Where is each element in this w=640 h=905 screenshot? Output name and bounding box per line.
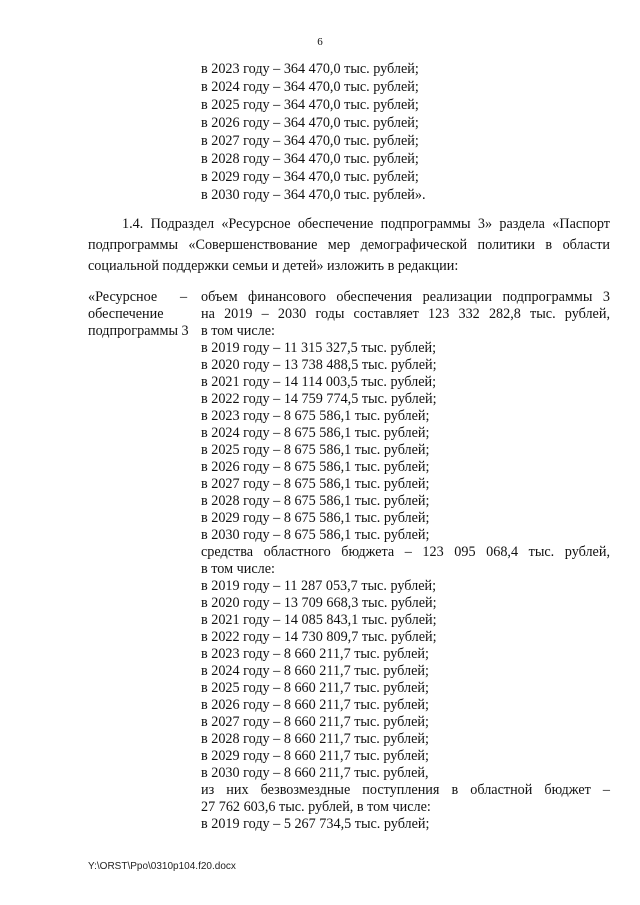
financing-line: из них безвозмездные поступления в областной бюджет – [201, 782, 610, 798]
financing-line: в том числе: [201, 561, 275, 577]
financing-line: в 2028 году – 8 675 586,1 тыс. рублей; [201, 493, 430, 509]
financing-line: объем финансового обеспечения реализации подпрограммы 3 [201, 289, 610, 305]
financing-line: в 2023 году – 8 675 586,1 тыс. рублей; [201, 408, 430, 424]
top-line: в 2029 году – 364 470,0 тыс. рублей; [201, 169, 419, 185]
financing-line: в 2030 году – 8 660 211,7 тыс. рублей, [201, 765, 429, 781]
financing-line: в 2020 году – 13 709 668,3 тыс. рублей; [201, 595, 437, 611]
financing-line: в 2022 году – 14 759 774,5 тыс. рублей; [201, 391, 437, 407]
top-line: в 2028 году – 364 470,0 тыс. рублей; [201, 151, 419, 167]
resource-label-line: подпрограммы 3 [88, 323, 189, 339]
financing-line: в 2021 году – 14 114 003,5 тыс. рублей; [201, 374, 437, 390]
financing-line: в 2019 году – 11 315 327,5 тыс. рублей; [201, 340, 437, 356]
financing-line: в 2026 году – 8 660 211,7 тыс. рублей; [201, 697, 429, 713]
financing-line: в 2027 году – 8 660 211,7 тыс. рублей; [201, 714, 429, 730]
financing-line: в 2030 году – 8 675 586,1 тыс. рублей; [201, 527, 430, 543]
financing-line: в 2025 году – 8 675 586,1 тыс. рублей; [201, 442, 430, 458]
footer-file-path: Y:\ORST\Ppo\0310p104.f20.docx [88, 861, 236, 872]
financing-line: в 2021 году – 14 085 843,1 тыс. рублей; [201, 612, 437, 628]
financing-line: в 2024 году – 8 660 211,7 тыс. рублей; [201, 663, 429, 679]
financing-line: в 2026 году – 8 675 586,1 тыс. рублей; [201, 459, 430, 475]
top-line: в 2026 году – 364 470,0 тыс. рублей; [201, 115, 419, 131]
financing-line: в 2019 году – 5 267 734,5 тыс. рублей; [201, 816, 430, 832]
top-line: в 2030 году – 364 470,0 тыс. рублей». [201, 187, 426, 203]
top-line: в 2027 году – 364 470,0 тыс. рублей; [201, 133, 419, 149]
financing-line: в 2027 году – 8 675 586,1 тыс. рублей; [201, 476, 430, 492]
top-line: в 2024 году – 364 470,0 тыс. рублей; [201, 79, 419, 95]
page-number: 6 [317, 36, 323, 48]
financing-line: в 2020 году – 13 738 488,5 тыс. рублей; [201, 357, 437, 373]
top-line: в 2023 году – 364 470,0 тыс. рублей; [201, 61, 419, 77]
financing-line: в 2019 году – 11 287 053,7 тыс. рублей; [201, 578, 437, 594]
financing-line: 27 762 603,6 тыс. рублей, в том числе: [201, 799, 431, 815]
resource-label-line: обеспечение [88, 306, 164, 322]
financing-line: в 2023 году – 8 660 211,7 тыс. рублей; [201, 646, 429, 662]
financing-line: в 2025 году – 8 660 211,7 тыс. рублей; [201, 680, 429, 696]
top-line: в 2025 году – 364 470,0 тыс. рублей; [201, 97, 419, 113]
financing-line: в 2024 году – 8 675 586,1 тыс. рублей; [201, 425, 430, 441]
financing-line: на 2019 – 2030 годы составляет 123 332 282,8 тыс. рублей, [201, 306, 610, 322]
financing-line: в том числе: [201, 323, 275, 339]
financing-line: в 2028 году – 8 660 211,7 тыс. рублей; [201, 731, 429, 747]
resource-label-line: «Ресурсное [88, 289, 158, 305]
financing-line: в 2029 году – 8 675 586,1 тыс. рублей; [201, 510, 430, 526]
label-dash: – [180, 289, 188, 305]
financing-line: средства областного бюджета – 123 095 068,4 тыс. рублей, [201, 544, 610, 560]
financing-line: в 2029 году – 8 660 211,7 тыс. рублей; [201, 748, 429, 764]
section-paragraph: 1.4. Подраздел «Ресурсное обеспечение подпрограммы 3» раздела «Паспорт подпрограммы «Совершенствование мер демографической политики в области социальной поддержки семьи и детей» изложить в редакции: [88, 216, 610, 274]
financing-line: в 2022 году – 14 730 809,7 тыс. рублей; [201, 629, 437, 645]
